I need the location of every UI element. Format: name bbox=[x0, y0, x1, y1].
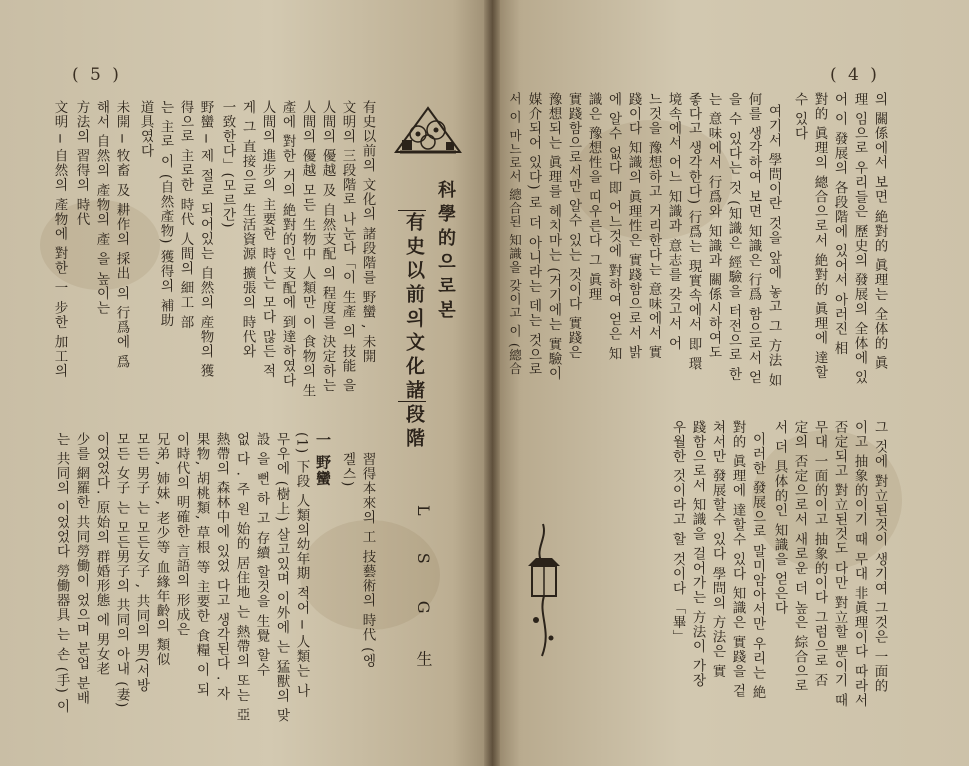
text-column: 는 主로 이 (自然產物) 獲得의 補助 bbox=[157, 100, 174, 328]
text-column: 未開 ─ 牧畜 及 耕作의 採出 의 行爲에 爲 bbox=[113, 100, 130, 369]
text-column: 겔스) bbox=[339, 452, 356, 488]
text-column: 何를 생각하여 보면 知識은 行爲 함으로서 얻 bbox=[745, 92, 762, 385]
page-number-left: ( 5 ) bbox=[72, 65, 122, 85]
text-column: 文明 ─ 自然의 產物에 對한 一 步한 加工의 bbox=[51, 100, 68, 379]
text-column: 이時代의 明確한 言語의 形成은 bbox=[173, 432, 190, 637]
text-column: 느것을 豫想하고 거리한다는 意味에서 實 bbox=[645, 92, 662, 360]
text-column: 좋다고 생각한다) 行爲는 現實속에서 即 環 bbox=[685, 92, 702, 372]
text-column: 果物, 胡桃類, 草根 等 主要한 食糧 이 되 bbox=[193, 432, 210, 698]
text-column: 定의 否定으로서 새로운 더 높은 綜合으로 bbox=[791, 420, 808, 693]
text-column: 對的 眞理의 總合으로서 絶對的 眞理에 達할 bbox=[811, 92, 828, 380]
text-column: 이고 抽象的이기 때 무대 非眞理이다 따라서 bbox=[851, 420, 868, 708]
text-column: 人間의 優越 及 自然支配 의 程度를 決定하는 bbox=[319, 100, 336, 393]
text-column: 得으로 主로한 時代 人間의 細工 部 bbox=[177, 100, 194, 330]
text-column: 人間의 進步의 主要한 時代는 모다 많든 적 bbox=[259, 100, 276, 379]
text-column: 는 共同의 이었었다 勞働器具 는 손 (手) 이 bbox=[53, 432, 70, 714]
text-column: 少를 網羅한 共同勞働이 었으며 분업 분배 bbox=[73, 432, 90, 705]
text-column: 境속에서 어느 知識과 意志를 갖고서 어 bbox=[665, 92, 682, 351]
right-page bbox=[492, 0, 969, 766]
text-column: 對的 眞理에 達할수 있다 知識은 實踐을 겉 bbox=[729, 420, 746, 699]
text-column: 一致한다」(모르간) bbox=[219, 100, 236, 229]
text-column: 實踐함으로서만 알수 있는 것이다 實踐은 bbox=[565, 92, 582, 360]
text-column: 게 그 直接으로 生活資源 擴張의 時代와 bbox=[239, 100, 256, 359]
text-column: 어 이 發展의 各段階에 있어서 아러진 相 bbox=[831, 92, 848, 356]
text-column: 文明의 三段階로 나눈다「이 生產 의 技能 을 bbox=[339, 100, 356, 393]
text-column: 없 다 . 주 원 始的 居住地 는 熱帶의 또는 亞 bbox=[233, 432, 250, 723]
text-column: 兄弟, 姉妹, 老少等 血緣年齡의 類似 bbox=[153, 432, 170, 667]
text-column: 道具였다 bbox=[137, 100, 154, 158]
text-column: 무우에 (樹上) 살고있며 이外에 는 猛獸의 맞 bbox=[273, 432, 290, 723]
text-column: 서 더 具体的인 知識을 얻은다 bbox=[771, 420, 788, 616]
text-column: 이러한 發展으로 말미암아서만 우리는 絶 bbox=[749, 432, 766, 700]
text-column: 識은 豫想性을 띠우른다 그 眞理 bbox=[585, 92, 602, 302]
article-author: L S G 生 bbox=[414, 505, 433, 683]
text-column: 一 野蠻 bbox=[314, 432, 332, 487]
text-column: 무대 一面的이고 抽象的이다 그럼으로 否 bbox=[811, 420, 828, 688]
text-column: 否定되고 對立된것도 다만 對立할 뿐이기 때 bbox=[831, 420, 848, 708]
text-column: 모든 男子 는 모든女子 , 共同의 男(서방 bbox=[133, 432, 150, 693]
lantern-ornament-icon bbox=[518, 520, 568, 664]
text-column: 媒介되어 있다) 로 더 아니라는 데는 것으로 bbox=[525, 92, 542, 377]
page-number-right: ( 4 ) bbox=[830, 65, 880, 85]
text-column: 쳐서만 發展할수 있다 學問의 方法은 實 bbox=[709, 420, 726, 679]
text-column: 의 關係에서 보면 絶對的 眞理는 全体的 眞 bbox=[871, 92, 888, 371]
text-column: 方法의 習得의 時代 bbox=[73, 100, 90, 227]
text-column: 豫想되는 眞理를 헤치마는 (거기에는 實驗이 bbox=[545, 92, 562, 381]
text-column: 理 임으로 우리들은 歷史의 發展의 全体에 있 bbox=[851, 92, 868, 385]
text-column: 는 意味에서 行爲와 知識과 關係시하여도 bbox=[705, 92, 722, 360]
text-column: 產에 對한 거의 絶對的인 支配에 到達하였다 bbox=[279, 100, 296, 388]
flower-ornament-icon bbox=[388, 100, 468, 162]
text-column: (1) 下段 人類의幼年期 적어 ─ 人類는 나 bbox=[293, 432, 310, 698]
text-column: 이었었다. 原始의 群婚形態 에 男女老 bbox=[93, 432, 110, 676]
article-title: 科學的으로본 bbox=[435, 180, 456, 324]
text-column: 모든 女子 는 모든男子의 共同의 아내 (妻) bbox=[113, 432, 130, 709]
text-column: 踐함으로서 知識을 걸어가는 方法이 가장 bbox=[689, 420, 706, 688]
text-column: 수 있다 bbox=[791, 92, 808, 141]
text-column: 을 수 있다는 것 (知識은 經驗을 터전으로 한 bbox=[725, 92, 742, 382]
text-column: 有史以前의 文化의 諸段階를 野蠻 , 未開 bbox=[359, 100, 376, 364]
text-column: 서 이 마느로서 總合된 知識을 갖이고 이 (總合 bbox=[507, 92, 523, 376]
text-column: 熱帶의 森林中에 있었 다고 생각된다 . 자 bbox=[213, 432, 230, 702]
text-column: 여기서 學問이란 것을 앞에 놓고 그 方法 如 bbox=[765, 104, 782, 388]
article-subtitle: 有史以前의文化諸段階 bbox=[403, 212, 425, 452]
book-gutter bbox=[484, 0, 500, 766]
text-column: 우월한 것이라고 할 것이다 「畢」 bbox=[669, 420, 686, 645]
text-column: 設 을 뻔 하 고 存續 할것을 生覺 할수 bbox=[253, 432, 270, 678]
text-column: 習得本來의 工 技藝術의 時代 (엥 bbox=[359, 452, 376, 668]
text-column: 踐이다 知識의 眞理性은 實踐함으로서 밝 bbox=[625, 92, 642, 360]
text-column: 해서 自然의 產物의 產 을 높이는 bbox=[93, 100, 110, 315]
text-column: 野蠻 ─ 제 절로 되어있는 自然의 産物의 獲 bbox=[197, 100, 214, 379]
text-column: 에 알수 없다 即 어느것에 對하여 얻은 知 bbox=[605, 92, 622, 362]
text-column: 人間의 優越 모든 生物中 人類만 이 食物의 生 bbox=[299, 100, 316, 399]
text-column: 그 것에 對立된것이 생기여 그것은 一面的 bbox=[871, 420, 888, 693]
